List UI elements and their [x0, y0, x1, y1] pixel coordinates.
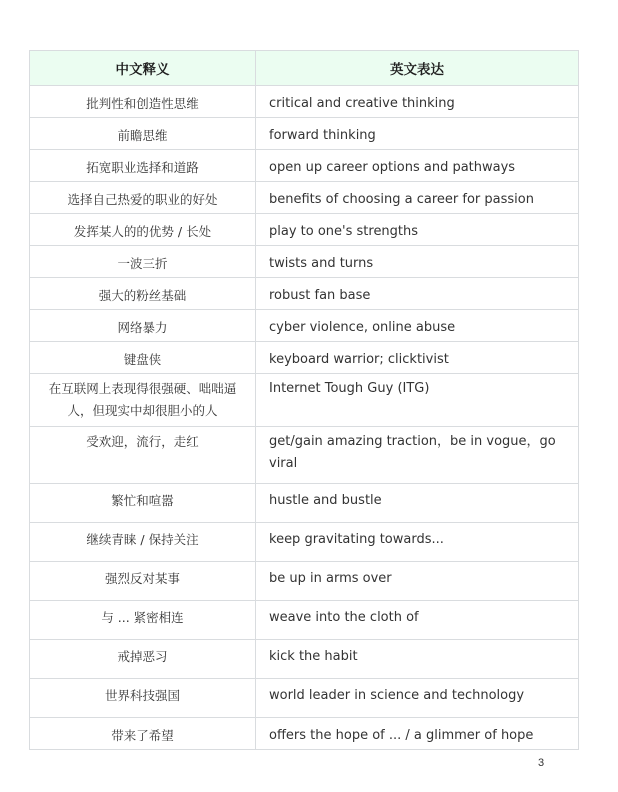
table-row [30, 150, 579, 182]
header-chinese-meaning: 中文释义 [30, 51, 256, 86]
table-row [30, 523, 579, 562]
english-cell: benefits of choosing a career for passion [256, 182, 579, 214]
table-row [30, 310, 579, 342]
glossary-table [29, 50, 579, 750]
chinese-cell: 带来了希望 [30, 718, 256, 750]
chinese-cell: 键盘侠 [30, 342, 256, 374]
chinese-cell: 强大的粉丝基础 [30, 278, 256, 310]
chinese-cell: 继续青睐 / 保持关注 [30, 523, 256, 562]
chinese-cell: 繁忙和喧嚣 [30, 484, 256, 523]
english-cell: critical and creative thinking [256, 86, 579, 118]
english-cell: cyber violence, online abuse [256, 310, 579, 342]
english-cell: be up in arms over [256, 562, 579, 601]
table-row [30, 118, 579, 150]
english-cell: Internet Tough Guy (ITG) [256, 374, 579, 427]
table-row [30, 374, 579, 427]
chinese-cell: 与 ... 紧密相连 [30, 601, 256, 640]
english-cell: open up career options and pathways [256, 150, 579, 182]
table-row [30, 342, 579, 374]
table-row [30, 601, 579, 640]
page-number: 3 [538, 757, 545, 769]
english-cell: twists and turns [256, 246, 579, 278]
english-cell: offers the hope of ... / a glimmer of hope [256, 718, 579, 750]
table-row [30, 214, 579, 246]
chinese-cell: 发挥某人的的优势 / 长处 [30, 214, 256, 246]
english-cell: world leader in science and technology [256, 679, 579, 718]
english-cell: weave into the cloth of [256, 601, 579, 640]
chinese-cell: 在互联网上表现得很强硬、咄咄逼人，但现实中却很胆小的人 [30, 374, 256, 427]
english-cell: hustle and bustle [256, 484, 579, 523]
table-row [30, 562, 579, 601]
chinese-cell: 前瞻思维 [30, 118, 256, 150]
chinese-cell: 受欢迎，流行，走红 [30, 427, 256, 484]
table-header-row [30, 51, 579, 86]
table-row [30, 679, 579, 718]
chinese-cell: 网络暴力 [30, 310, 256, 342]
chinese-cell: 世界科技强国 [30, 679, 256, 718]
chinese-cell: 一波三折 [30, 246, 256, 278]
table-row [30, 246, 579, 278]
chinese-cell: 批判性和创造性思维 [30, 86, 256, 118]
table-row [30, 640, 579, 679]
table-row [30, 718, 579, 750]
chinese-cell: 拓宽职业选择和道路 [30, 150, 256, 182]
header-english-expression: 英文表达 [256, 51, 579, 86]
table-row [30, 484, 579, 523]
chinese-cell: 戒掉恶习 [30, 640, 256, 679]
table-row [30, 182, 579, 214]
table-row [30, 86, 579, 118]
english-cell: keep gravitating towards... [256, 523, 579, 562]
chinese-cell: 强烈反对某事 [30, 562, 256, 601]
english-cell: forward thinking [256, 118, 579, 150]
chinese-cell: 选择自己热爱的职业的好处 [30, 182, 256, 214]
english-cell: play to one's strengths [256, 214, 579, 246]
english-cell: get/gain amazing traction，be in vogue，go viral [256, 427, 579, 484]
table-row [30, 427, 579, 484]
english-cell: robust fan base [256, 278, 579, 310]
english-cell: keyboard warrior; clicktivist [256, 342, 579, 374]
table-row [30, 278, 579, 310]
english-cell: kick the habit [256, 640, 579, 679]
